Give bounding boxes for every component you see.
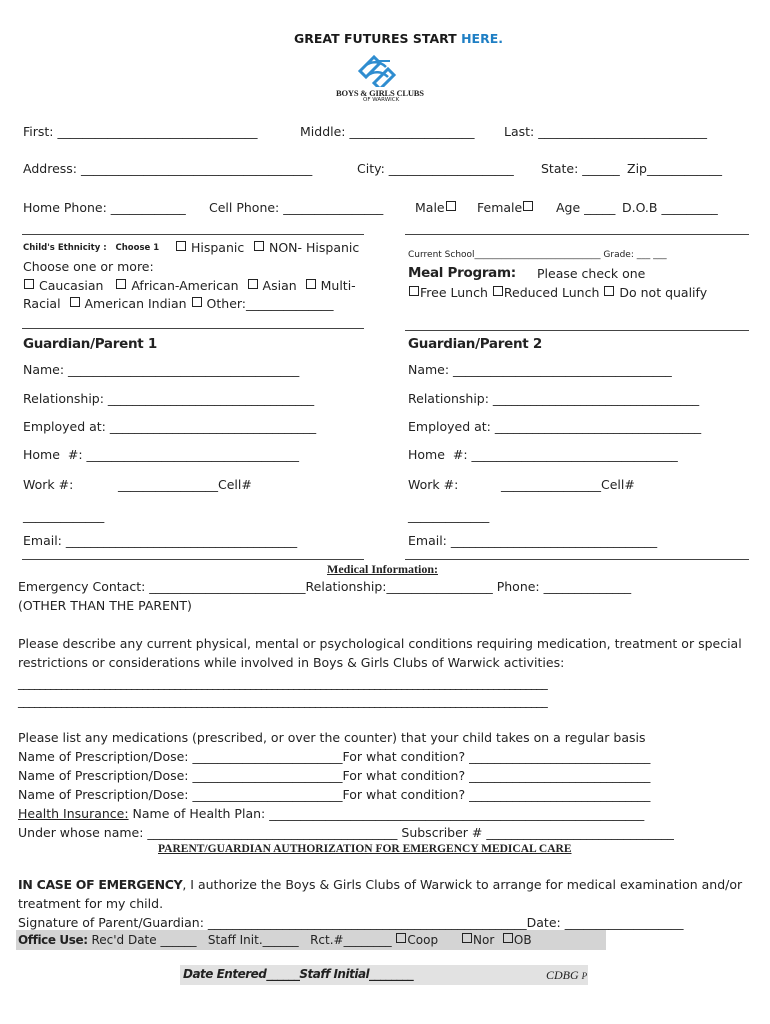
office-use-label: Office Use: — [18, 933, 88, 947]
office-use-row — [18, 933, 532, 947]
hispanic-option[interactable] — [175, 240, 244, 255]
nor-checkbox[interactable] — [462, 933, 472, 943]
guardian2-work-label: Work #: — [408, 477, 459, 492]
free-lunch-checkbox[interactable] — [409, 286, 419, 296]
male-checkbox[interactable] — [446, 201, 456, 211]
home-phone-field[interactable]: Home Phone: ____________ — [23, 200, 186, 215]
male-option[interactable] — [415, 200, 457, 215]
current-school-field[interactable]: Current School____________________________ Grade: ___ ___ — [408, 250, 667, 260]
caucasian-label: Caucasian — [38, 278, 104, 293]
last-name-field[interactable]: Last: ___________________________ — [504, 124, 707, 139]
asian-label: Asian — [262, 278, 297, 293]
conditions-blank-2[interactable]: __________________________________________________________________________________________________ — [18, 694, 548, 708]
in-case-of-emergency-label: IN CASE OF EMERGENCY — [18, 877, 183, 892]
tagline-part-a: GREAT FUTURES START — [294, 31, 462, 46]
guardian1-employed-field[interactable]: Employed at: _________________________________ — [23, 419, 317, 434]
american-indian-checkbox[interactable] — [70, 297, 80, 307]
meal-options — [408, 285, 707, 300]
guardian1-work-label: Work #: — [23, 477, 74, 492]
ethnicity-row-1 — [23, 278, 356, 293]
guardian2-title: Guardian/Parent 2 — [408, 336, 542, 352]
non-hispanic-checkbox[interactable] — [254, 241, 264, 251]
zip-field[interactable]: Zip____________ — [627, 161, 722, 176]
cdbg-tail: P — [581, 971, 588, 981]
guardian2-name-field[interactable]: Name: ___________________________________ — [408, 362, 672, 377]
age-field[interactable]: Age _____ — [556, 200, 616, 215]
prescription-field-2[interactable]: Name of Prescription/Dose: ________________________For what condition? _____________________________ — [18, 768, 651, 783]
dob-field[interactable]: D.O.B _________ — [622, 200, 718, 215]
nor-label: Nor — [473, 933, 495, 947]
guardian2-cell-field[interactable]: ________________Cell# — [501, 477, 635, 492]
city-field[interactable]: City: ____________________ — [357, 161, 514, 176]
ob-label: OB — [513, 933, 532, 947]
reduced-lunch-checkbox[interactable] — [493, 286, 503, 296]
coop-checkbox[interactable] — [396, 933, 406, 943]
medical-heading: Medical Information: — [327, 562, 438, 576]
cdbg-text: CDBG — [546, 968, 579, 982]
american-indian-label: American Indian — [84, 296, 187, 311]
not-qualify-checkbox[interactable] — [604, 286, 614, 296]
health-insurance-label: Health Insurance: — [18, 806, 129, 821]
ob-checkbox[interactable] — [503, 933, 513, 943]
under-whose-name-field[interactable]: Under whose name: ________________________________________ Subscriber # ______________________________ — [18, 825, 674, 840]
hispanic-label: Hispanic — [190, 240, 245, 255]
caucasian-checkbox[interactable] — [24, 279, 34, 289]
office-use-fields[interactable]: Rec'd Date ______ Staff Init.______ Rct.#________ — [87, 933, 396, 947]
prescription-field-1[interactable]: Name of Prescription/Dose: ________________________For what condition? _____________________________ — [18, 749, 651, 764]
non-hispanic-label: NON- Hispanic — [268, 240, 360, 255]
divider-left-2 — [22, 328, 364, 329]
authorization-heading: PARENT/GUARDIAN AUTHORIZATION FOR EMERGENCY MEDICAL CARE — [158, 843, 572, 855]
guardian1-name-field[interactable]: Name: _____________________________________ — [23, 362, 300, 377]
female-checkbox[interactable] — [523, 201, 533, 211]
authorization-text-1 — [18, 877, 742, 892]
guardian1-cell-field[interactable]: ________________Cell# — [118, 477, 252, 492]
ethnicity-label: Child's Ethnicity : Choose 1 — [23, 243, 160, 253]
racial-label: Racial — [23, 296, 61, 311]
other-checkbox[interactable] — [192, 297, 202, 307]
meal-program-label: Meal Program: — [408, 265, 516, 281]
guardian1-relationship-field[interactable]: Relationship: _________________________________ — [23, 391, 315, 406]
health-plan-field[interactable]: Name of Health Plan: ____________________________________________________________ — [128, 806, 645, 821]
tagline-part-b: HERE. — [461, 31, 503, 46]
other-than-parent-note: (OTHER THAN THE PARENT) — [18, 598, 192, 613]
divider-right-3 — [405, 559, 749, 560]
female-option[interactable] — [477, 200, 534, 215]
emergency-contact-field[interactable]: Emergency Contact: _________________________Relationship:_________________ Phone: ______________ — [18, 579, 632, 594]
authorization-text-2: treatment for my child. — [18, 896, 164, 911]
prescription-field-3[interactable]: Name of Prescription/Dose: ________________________For what condition? _____________________________ — [18, 787, 651, 802]
health-insurance-row — [18, 806, 644, 821]
authorization-sentence: , I authorize the Boys & Girls Clubs of Warwick to arrange for medical examination and/or — [182, 877, 743, 892]
asian-checkbox[interactable] — [248, 279, 258, 289]
guardian2-employed-field[interactable]: Employed at: _________________________________ — [408, 419, 702, 434]
divider-left-1 — [22, 234, 364, 235]
ethnicity-row-2 — [23, 296, 334, 311]
guardian1-home-field[interactable]: Home #: __________________________________ — [23, 447, 300, 462]
divider-right-2 — [405, 330, 749, 331]
guardian1-email-field[interactable]: Email: _____________________________________ — [23, 533, 298, 548]
middle-name-field[interactable]: Middle: ____________________ — [300, 124, 475, 139]
cell-phone-field[interactable]: Cell Phone: ________________ — [209, 200, 384, 215]
signature-field[interactable]: Signature of Parent/Guardian: ___________________________________________________Date: ___________________ — [18, 915, 684, 930]
please-check-label: Please check one — [537, 266, 646, 281]
hispanic-checkbox[interactable] — [176, 241, 186, 251]
conditions-instruction-2: restrictions or considerations while involved in Boys & Girls Clubs of Warwick activities: — [18, 655, 565, 670]
african-american-checkbox[interactable] — [116, 279, 126, 289]
not-qualify-label: Do not qualify — [619, 285, 708, 300]
other-field[interactable]: Other:______________ — [206, 296, 334, 311]
female-label: Female — [477, 200, 523, 215]
coop-label: Coop — [407, 933, 439, 947]
cdbg-label — [546, 968, 587, 983]
guardian2-extra-line[interactable]: _____________ — [408, 508, 490, 523]
conditions-instruction-1: Please describe any current physical, mental or psychological conditions requiring medication, treatment or special — [18, 636, 742, 651]
choose-instruction: Choose one or more: — [23, 259, 154, 274]
org-name: BOYS & GIRLS CLUBS — [336, 88, 424, 98]
african-american-label: African-American — [131, 278, 239, 293]
guardian2-email-field[interactable]: Email: _________________________________ — [408, 533, 658, 548]
medications-instruction: Please list any medications (prescribed, or over the counter) that your child takes on a regular basis — [18, 730, 646, 745]
guardian2-relationship-field[interactable]: Relationship: _________________________________ — [408, 391, 700, 406]
org-sub: OF WARWICK — [363, 97, 400, 103]
reduced-lunch-label: Reduced Lunch — [503, 285, 600, 300]
male-label: Male — [415, 200, 445, 215]
first-name-field[interactable]: First: ________________________________ — [23, 124, 258, 139]
free-lunch-label: Free Lunch — [420, 285, 488, 300]
conditions-blank-1[interactable]: __________________________________________________________________________________________________ — [18, 676, 548, 690]
guardian1-title: Guardian/Parent 1 — [23, 336, 157, 352]
divider-left-3 — [22, 559, 364, 560]
guardian2-home-field[interactable]: Home #: _________________________________ — [408, 447, 678, 462]
tagline — [294, 31, 503, 46]
date-entered-field[interactable]: Date Entered______Staff Initial________ — [183, 967, 414, 981]
address-field[interactable]: Address: _____________________________________ — [23, 161, 313, 176]
multi-label: Multi- — [320, 278, 356, 293]
club-logo-icon — [356, 53, 398, 87]
multi-racial-checkbox[interactable] — [306, 279, 316, 289]
divider-right-1 — [405, 234, 749, 235]
guardian1-extra-line[interactable]: _____________ — [23, 508, 105, 523]
state-field[interactable]: State: ______ — [541, 161, 620, 176]
non-hispanic-option[interactable] — [253, 240, 359, 255]
